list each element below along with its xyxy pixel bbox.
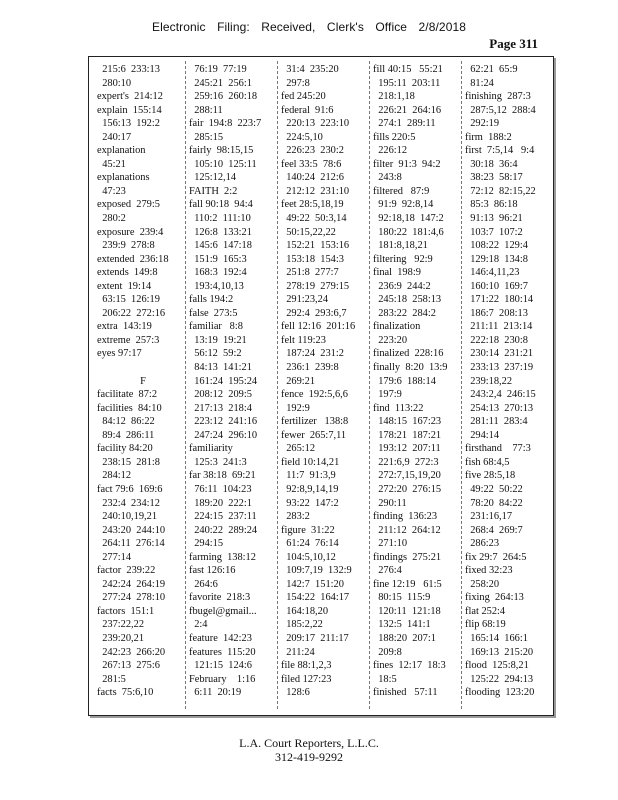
index-entry-line: 186:7 208:13 [465, 307, 528, 319]
index-entry-line: 226:23 230:2 [281, 145, 344, 157]
index-entry-line: feature 142:23 [189, 632, 252, 644]
index-entry-line: 251:8 277:7 [281, 267, 339, 279]
index-entry-line: 232:4 234:12 [97, 497, 160, 509]
index-entry-line: 211:12 264:12 [373, 524, 441, 536]
index-entry-line: finalized 228:16 [373, 348, 444, 360]
index-entry-line: 274:1 289:11 [373, 118, 436, 130]
index-entry-line: facilitate 87:2 [97, 389, 158, 401]
index-entry-line: 243:8 [373, 172, 402, 184]
index-entry-line: 76:11 104:23 [189, 483, 252, 495]
index-entry-line: 187:24 231:2 [281, 348, 344, 360]
index-entry-line: 281:11 283:4 [465, 416, 528, 428]
index-entry-line: 121:15 124:6 [189, 660, 252, 672]
index-entry-line: 280:10 [97, 77, 132, 89]
index-entry-line: familiarity [189, 443, 233, 455]
index-entry-line: 285:15 [189, 131, 224, 143]
index-entry-line: factors 151:1 [97, 605, 155, 617]
index-entry-line: 31:4 235:20 [281, 64, 339, 75]
index-column-5 [465, 63, 557, 713]
footer-phone: 312-419-9292 [275, 750, 343, 764]
index-entry-line: filtered 87:9 [373, 185, 430, 197]
index-entry-line: fast 126:16 [189, 565, 236, 577]
footer-reporter: L.A. Court Reporters, L.L.C. [239, 736, 379, 750]
index-entry-line: file 88:1,2,3 [281, 660, 332, 672]
index-entry-line: fix 29:7 264:5 [465, 551, 527, 563]
index-entry-line: 81:24 [465, 77, 494, 89]
index-entry-line: finishing 287:3 [465, 91, 531, 103]
index-entry-line: 189:20 222:1 [189, 497, 252, 509]
index-entry-line: 287:5,12 288:4 [465, 104, 536, 116]
index-entry-line: 217:13 218:4 [189, 402, 252, 414]
index-entry-line: 171:22 180:14 [465, 294, 534, 306]
index-entry-line: 180:22 181:4,6 [373, 226, 444, 238]
index-entry-line: 278:19 279:15 [281, 280, 350, 292]
index-entry-line: 297:8 [281, 77, 310, 89]
index-entry-line: 224:15 237:11 [189, 511, 257, 523]
index-entry-line: find 113:22 [373, 402, 424, 414]
index-entry-line: 153:18 154:3 [281, 253, 344, 265]
index-entry-line: 211:24 [281, 646, 315, 658]
index-entry-line: felt 119:23 [281, 334, 326, 346]
index-entry-line: 142:7 151:20 [281, 578, 344, 590]
index-entry-line: finding 136:23 [373, 511, 438, 523]
index-entry-line: explanation [97, 145, 146, 157]
index-entry-line: fewer 265:7,11 [281, 429, 347, 441]
index-entry-line: filtering 92:9 [373, 253, 433, 265]
index-entry-line: 294:15 [189, 538, 224, 550]
index-entry-line: fell 12:16 201:16 [281, 321, 356, 333]
index-entry-line: 129:18 134:8 [465, 253, 528, 265]
index-entry-line: eyes 97:17 [97, 348, 142, 360]
index-entry-line: 211:11 213:14 [465, 321, 533, 333]
index-entry-line: field 10:14,21 [281, 456, 340, 468]
index-entry-line: 56:12 59:2 [189, 348, 242, 360]
index-entry-line: 237:22,22 [97, 619, 145, 631]
index-entry-line: 103:7 107:2 [465, 226, 523, 238]
index-entry-line: filed 127:23 [281, 673, 332, 685]
index-entry-line: expert's 214:12 [97, 91, 163, 103]
index-entry-line: 238:15 281:8 [97, 456, 160, 468]
index-entry-line: fact 79:6 169:6 [97, 483, 163, 495]
index-entry-line: 49:22 50:3,14 [281, 213, 347, 225]
index-entry-line: 224:5,10 [281, 131, 323, 143]
index-entry-line: 178:21 187:21 [373, 429, 442, 441]
index-entry-line: 222:18 230:8 [465, 334, 528, 346]
index-entry-line: 151:9 165:3 [189, 253, 247, 265]
index-entry-line: 76:19 77:19 [189, 64, 247, 75]
index-entry-line: 239:9 278:8 [97, 240, 155, 252]
index-entry-line: 283:22 284:2 [373, 307, 436, 319]
index-entry-line: familiar 8:8 [189, 321, 243, 333]
index-entry-line: facility 84:20 [97, 443, 153, 455]
index-entry-line: 108:22 129:4 [465, 240, 528, 252]
index-entry-line: 277:24 278:10 [97, 592, 166, 604]
index-entry-line: 92:18,18 147:2 [373, 213, 444, 225]
index-entry-line: 272:7,15,19,20 [373, 470, 441, 482]
index-entry-line: 164:18,20 [281, 605, 329, 617]
index-entry-line: 105:10 125:11 [189, 158, 257, 170]
index-entry-line: 209:17 211:17 [281, 632, 349, 644]
index-entry-line: fill 40:15 55:21 [373, 64, 443, 75]
page-number: Page 311 [489, 36, 538, 51]
index-entry-line: 72:12 82:15,22 [465, 185, 536, 197]
index-entry-line: 208:12 209:5 [189, 389, 252, 401]
index-entry-line: 38:23 58:17 [465, 172, 523, 184]
index-entry-line: finally 8:20 13:9 [373, 362, 448, 374]
index-entry-line: fed 245:20 [281, 91, 326, 103]
index-entry-line: 126:8 133:21 [189, 226, 252, 238]
index-entry-line: 49:22 50:22 [465, 483, 523, 495]
index-entry-line: fence 192:5,6,6 [281, 389, 348, 401]
index-entry-line: 271:10 [373, 538, 408, 550]
index-entry-line: 125:3 241:3 [189, 456, 247, 468]
index-column-2 [189, 63, 281, 713]
index-entry-line: filter 91:3 94:2 [373, 158, 441, 170]
index-entry-line: 236:9 244:2 [373, 280, 431, 292]
index-entry-line: 18:5 [373, 673, 397, 685]
index-entry-line: 209:8 [373, 646, 402, 658]
index-entry-line: 125:22 294:13 [465, 673, 534, 685]
index-entry-line: fairly 98:15,15 [189, 145, 254, 157]
index-entry-line: findings 275:21 [373, 551, 442, 563]
index-entry-line: 45:21 [97, 158, 126, 170]
index-entry-line: extent 19:14 [97, 280, 152, 292]
index-entry-line: firsthand 77:3 [465, 443, 531, 455]
index-entry-line: 240:22 289:24 [189, 524, 258, 536]
index-entry-line: 245:21 256:1 [189, 77, 252, 89]
index-entry-line: 89:4 286:11 [97, 429, 155, 441]
index-entry-line: 291:23,24 [281, 294, 329, 306]
index-entry-line: 240:17 [97, 131, 132, 143]
index-entry-line: extended 236:18 [97, 253, 169, 265]
index-entry-line: 148:15 167:23 [373, 416, 442, 428]
index-entry-line: 223:20 [373, 334, 408, 346]
index-entry-line: 165:14 166:1 [465, 632, 528, 644]
index-entry-line: 277:14 [97, 551, 132, 563]
index-entry-line: 281:5 [97, 673, 126, 685]
index-entry-line: February 1:16 [189, 673, 256, 685]
index-entry-line: 242:24 264:19 [97, 578, 166, 590]
index-entry-line: fine 12:19 61:5 [373, 578, 442, 590]
index-entry-line: finalization [373, 321, 421, 333]
index-entry-line: 226:21 264:16 [373, 104, 442, 116]
index-entry-line: 109:7,19 132:9 [281, 565, 352, 577]
index-entry-line: five 28:5,18 [465, 470, 516, 482]
index-entry-line: extends 149:8 [97, 267, 158, 279]
index-entry-line: 236:1 239:8 [281, 362, 339, 374]
index-entry-line: flood 125:8,21 [465, 660, 529, 672]
index-entry-line: 264:6 [189, 578, 218, 590]
index-entry-line: 288:11 [189, 104, 223, 116]
index-entry-line: 240:10,19,21 [97, 511, 158, 523]
index-entry-line: 276:4 [373, 565, 402, 577]
index-entry-line: fbugel@gmail... [189, 605, 257, 617]
index-entry-line: 93:22 147:2 [281, 497, 339, 509]
index-entry-line: exposure 239:4 [97, 226, 164, 238]
index-entry-line: extreme 257:3 [97, 334, 160, 346]
index-entry-line: 160:10 169:7 [465, 280, 528, 292]
index-entry-line: 188:20 207:1 [373, 632, 436, 644]
index-entry-line: 85:3 86:18 [465, 199, 518, 211]
index-entry-line: 283:2 [281, 511, 310, 523]
index-entry-line: 242:23 266:20 [97, 646, 166, 658]
index-entry-line: fish 68:4,5 [465, 456, 510, 468]
index-box [88, 56, 554, 716]
index-entry-line: 11:7 91:3,9 [281, 470, 336, 482]
index-entry-line: 290:11 [373, 497, 407, 509]
index-entry-line: 91:13 96:21 [465, 213, 523, 225]
index-entry-line: 212:12 231:10 [281, 185, 350, 197]
index-entry-line: 192:9 [281, 402, 310, 414]
index-entry-line: 267:13 275:6 [97, 660, 160, 672]
index-entry-line: 146:4,11,23 [465, 267, 520, 279]
index-entry-line: facilities 84:10 [97, 402, 162, 414]
index-entry-line: 223:12 241:16 [189, 416, 258, 428]
index-entry-line: 286:23 [465, 538, 500, 550]
index-entry-line: 292:4 293:6,7 [281, 307, 347, 319]
index-entry-line: explanations [97, 172, 150, 184]
index-entry-line: feel 33:5 78:6 [281, 158, 342, 170]
index-entry-line: 169:13 215:20 [465, 646, 534, 658]
index-entry-line: 243:2,4 246:15 [465, 389, 536, 401]
index-entry-line: 239:20,21 [97, 632, 145, 644]
index-entry-line: 2:4 [189, 619, 208, 631]
index-entry-line: 218:1,18 [373, 91, 415, 103]
index-entry-line: 179:6 188:14 [373, 375, 436, 387]
index-entry-line: 280:2 [97, 213, 126, 225]
index-entry-line: 269:21 [281, 375, 316, 387]
index-entry-line: figure 31:22 [281, 524, 335, 536]
index-entry-line: 92:8,9,14,19 [281, 483, 339, 495]
index-entry-line: farming 138:12 [189, 551, 256, 563]
index-entry-line: 247:24 296:10 [189, 429, 258, 441]
index-entry-line: features 115:20 [189, 646, 256, 658]
index-entry-line: fertilizer 138:8 [281, 416, 349, 428]
index-entry-line: 181:8,18,21 [373, 240, 428, 252]
index-entry-line: 245:18 258:13 [373, 294, 442, 306]
index-entry-line [97, 361, 189, 375]
index-entry-line: 152:21 153:16 [281, 240, 350, 252]
index-entry-line: first 7:5,14 9:4 [465, 145, 535, 157]
index-entry-line: exposed 279:5 [97, 199, 160, 211]
index-entry-line: far 38:18 69:21 [189, 470, 256, 482]
index-entry-line: 254:13 270:13 [465, 402, 534, 414]
index-entry-line: falls 194:2 [189, 294, 234, 306]
index-entry-line: 292:19 [465, 118, 500, 130]
index-entry-line: 259:16 260:18 [189, 91, 258, 103]
index-entry-line: flooding 123:20 [465, 687, 535, 699]
index-entry-line: 243:20 244:10 [97, 524, 166, 536]
index-entry-line: 61:24 76:14 [281, 538, 339, 550]
column-divider [185, 61, 186, 709]
index-entry-line: factor 239:22 [97, 565, 156, 577]
filing-header: Electronic Filing: Received, Clerk's Office 2/8/2018 [151, 20, 467, 34]
index-entry-line: 168:3 192:4 [189, 267, 247, 279]
index-entry-line: explain 155:14 [97, 104, 162, 116]
index-entry-line: extra 143:19 [97, 321, 152, 333]
index-entry-line: 220:13 223:10 [281, 118, 350, 130]
index-entry-line: 233:13 237:19 [465, 362, 534, 374]
index-entry-line: 120:11 121:18 [373, 605, 441, 617]
index-column-3 [281, 63, 373, 713]
index-entry-line: 265:12 [281, 443, 316, 455]
index-entry-line: 132:5 141:1 [373, 619, 431, 631]
index-entry-line: 268:4 269:7 [465, 524, 523, 536]
index-entry-line: 140:24 212:6 [281, 172, 344, 184]
index-entry-line: F [140, 375, 146, 387]
index-entry-line: 284:12 [97, 470, 132, 482]
index-entry-line: firm 188:2 [465, 131, 512, 143]
index-entry-line: 128:6 [281, 687, 310, 699]
index-entry-line: 226:12 [373, 145, 408, 157]
index-entry-line: 13:19 19:21 [189, 334, 247, 346]
index-entry-line: 84:13 141:21 [189, 362, 252, 374]
index-entry-line: 50:15,22,22 [281, 226, 336, 238]
index-entry-line: fills 220:5 [373, 131, 416, 143]
index-entry-line: 258:20 [465, 578, 500, 590]
index-entry-line: 156:13 192:2 [97, 118, 160, 130]
index-entry-line: final 198:9 [373, 267, 421, 279]
index-column-1 [97, 63, 189, 713]
index-column-4 [373, 63, 465, 713]
index-entry-line: finished 57:11 [373, 687, 438, 699]
index-entry-line: 91:9 92:8,14 [373, 199, 434, 211]
index-entry-line: fixing 264:13 [465, 592, 524, 604]
index-entry-line: facts 75:6,10 [97, 687, 154, 699]
index-entry-line: 125:12,14 [189, 172, 237, 184]
index-entry-line: feet 28:5,18,19 [281, 199, 344, 211]
index-entry-line: fall 90:18 94:4 [189, 199, 253, 211]
index-entry-line: 161:24 195:24 [189, 375, 258, 387]
index-entry-line: 80:15 115:9 [373, 592, 431, 604]
index-entry-line: federal 91:6 [281, 104, 334, 116]
column-divider [461, 61, 462, 709]
index-entry-line: fines 12:17 18:3 [373, 660, 446, 672]
index-entry-line: 215:6 233:13 [97, 64, 160, 75]
index-entry-line: 197:9 [373, 389, 402, 401]
index-entry-line: 272:20 276:15 [373, 483, 442, 495]
index-entry-line: 84:12 86:22 [97, 416, 155, 428]
index-entry-line: 231:16,17 [465, 511, 513, 523]
index-entry-line: 104:5,10,12 [281, 551, 336, 563]
index-entry-line: 193:12 207:11 [373, 443, 441, 455]
index-entry-line: 239:18,22 [465, 375, 513, 387]
index-entry-line: 154:22 164:17 [281, 592, 350, 604]
index-entry-line: 193:4,10,13 [189, 280, 244, 292]
index-entry-line: 221:6,9 272:3 [373, 456, 439, 468]
index-entry-line: 62:21 65:9 [465, 64, 518, 75]
index-entry-line: fair 194:8 223:7 [189, 118, 262, 130]
column-divider [369, 61, 370, 709]
column-divider [277, 61, 278, 709]
index-entry-line: 185:2,22 [281, 619, 323, 631]
index-entry-line: 145:6 147:18 [189, 240, 252, 252]
index-entry-line: 294:14 [465, 429, 500, 441]
index-entry-line: FAITH 2:2 [189, 185, 238, 197]
index-entry-line: 6:11 20:19 [189, 687, 242, 699]
index-entry-line: 264:11 276:14 [97, 538, 165, 550]
index-entry-line: 63:15 126:19 [97, 294, 160, 306]
index-entry-line: 110:2 111:10 [189, 213, 251, 225]
index-entry-line: flip 68:19 [465, 619, 506, 631]
index-entry-line: flat 252:4 [465, 605, 506, 617]
index-entry-line: 30:18 36:4 [465, 158, 518, 170]
index-entry-line: 47:23 [97, 185, 126, 197]
index-entry-line: 78:20 84:22 [465, 497, 523, 509]
index-entry-line: false 273:5 [189, 307, 238, 319]
index-entry-line: 230:14 231:21 [465, 348, 534, 360]
index-entry-line: favorite 218:3 [189, 592, 251, 604]
index-entry-line: 206:22 272:16 [97, 307, 166, 319]
index-entry-line: fixed 32:23 [465, 565, 513, 577]
index-entry-line: 195:11 203:11 [373, 77, 441, 89]
